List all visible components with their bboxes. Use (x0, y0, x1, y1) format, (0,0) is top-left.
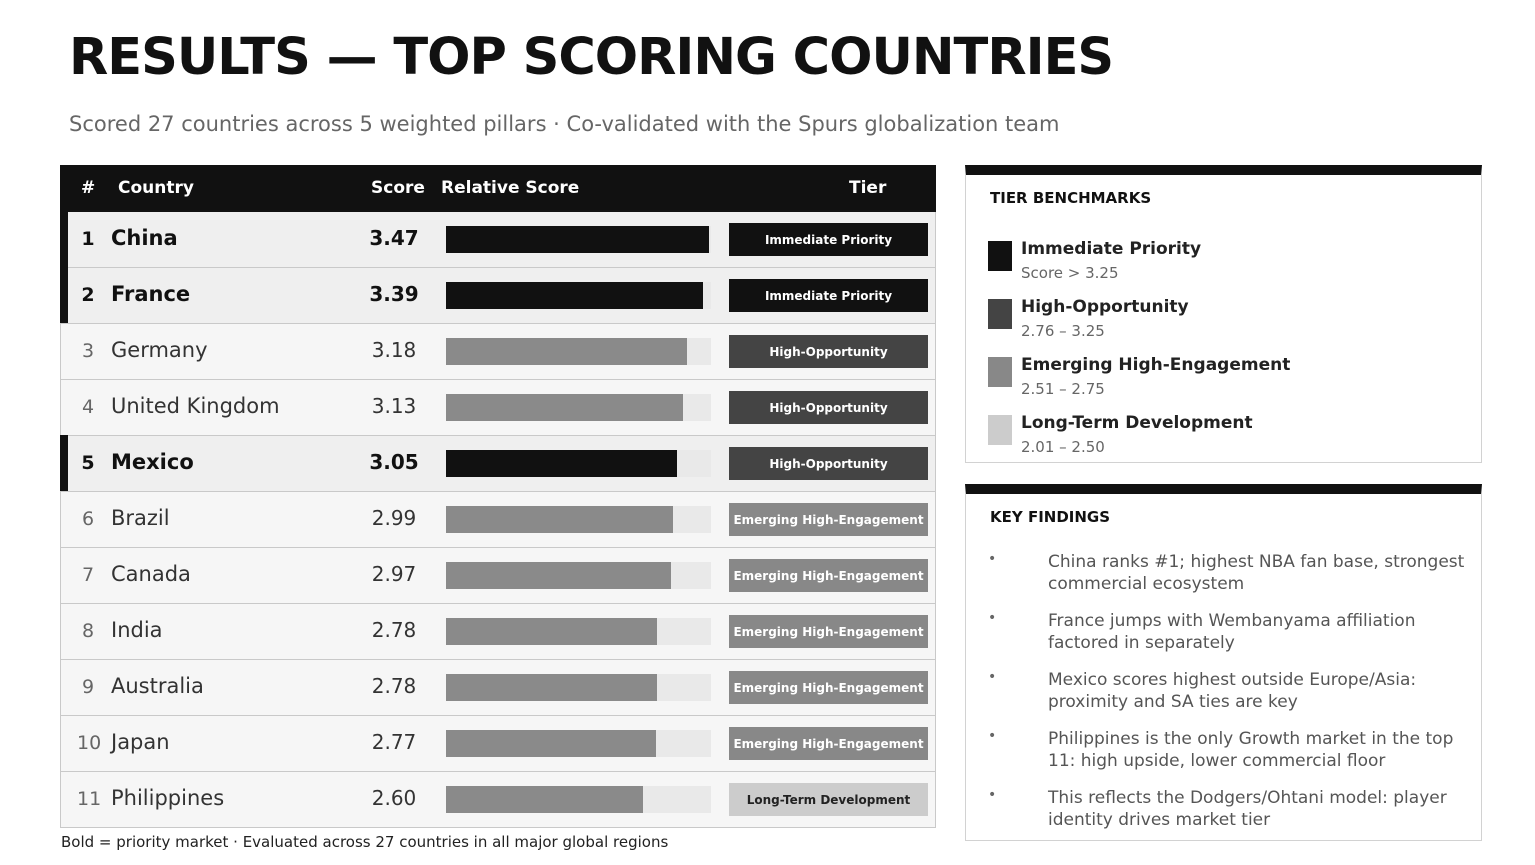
finding-text: Mexico scores highest outside Europe/Asia: proximity and SA ties are key (1048, 670, 1417, 712)
row-country: Canada (111, 562, 191, 586)
table-row (60, 492, 936, 548)
bullet-icon: • (988, 787, 997, 803)
row-score: 2.78 (371, 618, 417, 642)
row-score: 2.77 (371, 730, 417, 754)
table-row (60, 380, 936, 436)
bullet-icon: • (988, 728, 997, 744)
relative-score-bar (446, 506, 673, 533)
relative-score-bar (446, 226, 709, 253)
relative-score-track (446, 618, 711, 645)
row-country: Japan (111, 730, 170, 754)
tier-benchmarks-title: TIER BENCHMARKS (990, 189, 1152, 207)
key-findings-panel (965, 484, 1482, 841)
tier-badge: Emerging High-Engagement (729, 559, 928, 592)
page-title: RESULTS — TOP SCORING COUNTRIES (69, 28, 1114, 87)
row-country: France (111, 282, 191, 306)
row-score: 3.13 (371, 394, 417, 418)
relative-score-bar (446, 618, 657, 645)
tier-range: 2.01 – 2.50 (1021, 438, 1105, 456)
table-header (60, 165, 936, 212)
relative-score-track (446, 562, 711, 589)
relative-score-track (446, 394, 711, 421)
bullet-icon: • (988, 610, 997, 626)
row-rank: 6 (81, 508, 95, 530)
table-row (60, 212, 936, 268)
bullet-icon: • (988, 551, 997, 567)
row-score: 3.18 (371, 338, 417, 362)
row-country: United Kingdom (111, 394, 280, 418)
row-rank: 9 (81, 676, 95, 698)
row-rank: 10 (77, 732, 102, 754)
row-rank: 4 (81, 396, 95, 418)
row-country: Germany (111, 338, 208, 362)
header-rank: # (81, 178, 96, 198)
relative-score-bar (446, 786, 643, 813)
tier-name: Long-Term Development (1021, 413, 1253, 433)
tier-badge: Long-Term Development (729, 783, 928, 816)
row-country: Mexico (111, 450, 194, 474)
table-footnote: Bold = priority market · Evaluated across 27 countries in all major global regions (61, 833, 669, 851)
table-row (60, 772, 936, 828)
row-country: Philippines (111, 786, 225, 810)
header-relative-score: Relative Score (441, 178, 580, 198)
tier-badge: Emerging High-Engagement (729, 727, 928, 760)
relative-score-bar (446, 674, 657, 701)
table-row (60, 660, 936, 716)
row-score: 2.78 (371, 674, 417, 698)
tier-range: 2.76 – 3.25 (1021, 322, 1105, 340)
row-rank: 3 (81, 340, 95, 362)
relative-score-bar (446, 450, 677, 477)
tier-badge: Immediate Priority (729, 279, 928, 312)
table-row (60, 324, 936, 380)
tier-swatch (988, 299, 1012, 329)
row-rank: 7 (81, 564, 95, 586)
finding-text: China ranks #1; highest NBA fan base, strongest commercial ecosystem (1048, 552, 1465, 594)
tier-range: 2.51 – 2.75 (1021, 380, 1105, 398)
row-score: 3.47 (369, 226, 419, 250)
row-score: 3.39 (369, 282, 419, 306)
tier-name: High-Opportunity (1021, 297, 1189, 317)
tier-range: Score > 3.25 (1021, 264, 1119, 282)
page-subtitle: Scored 27 countries across 5 weighted pillars · Co-validated with the Spurs globalization team (69, 112, 1060, 136)
relative-score-track (446, 730, 711, 757)
row-rank: 5 (81, 452, 95, 474)
tier-swatch (988, 357, 1012, 387)
ranking-table (60, 165, 936, 828)
row-rank: 8 (81, 620, 95, 642)
row-rank: 2 (81, 284, 95, 306)
bullet-icon: • (988, 669, 997, 685)
header-tier: Tier (849, 178, 887, 198)
relative-score-track (446, 786, 711, 813)
tier-badge: Emerging High-Engagement (729, 503, 928, 536)
tier-badge: High-Opportunity (729, 391, 928, 424)
tier-swatch (988, 241, 1012, 271)
row-country: China (111, 226, 178, 250)
header-country: Country (118, 178, 194, 198)
relative-score-track (446, 506, 711, 533)
relative-score-bar (446, 338, 687, 365)
relative-score-track (446, 282, 711, 309)
table-row (60, 604, 936, 660)
relative-score-bar (446, 394, 683, 421)
row-score: 2.97 (371, 562, 417, 586)
header-score: Score (371, 178, 425, 198)
relative-score-track (446, 226, 711, 253)
relative-score-track (446, 674, 711, 701)
relative-score-track (446, 338, 711, 365)
finding-text: This reflects the Dodgers/Ohtani model: player identity drives market tier (1048, 788, 1447, 830)
relative-score-bar (446, 562, 671, 589)
row-score: 2.60 (371, 786, 417, 810)
table-row (60, 268, 936, 324)
tier-benchmarks-panel (965, 165, 1482, 463)
tier-name: Immediate Priority (1021, 239, 1202, 259)
table-body (60, 212, 936, 828)
row-country: Brazil (111, 506, 170, 530)
row-score: 3.05 (369, 450, 419, 474)
finding-text: Philippines is the only Growth market in the top 11: high upside, lower commercial floor (1048, 729, 1454, 771)
finding-text: France jumps with Wembanyama affiliation factored in separately (1048, 611, 1416, 653)
relative-score-track (446, 450, 711, 477)
row-country: India (111, 618, 163, 642)
relative-score-bar (446, 730, 656, 757)
tier-badge: Immediate Priority (729, 223, 928, 256)
row-score: 2.99 (371, 506, 417, 530)
tier-badge: High-Opportunity (729, 447, 928, 480)
relative-score-bar (446, 282, 703, 309)
table-row (60, 436, 936, 492)
row-rank: 11 (77, 788, 102, 810)
row-rank: 1 (81, 228, 95, 250)
tier-swatch (988, 415, 1012, 445)
table-row (60, 548, 936, 604)
row-country: Australia (111, 674, 204, 698)
tier-badge: Emerging High-Engagement (729, 615, 928, 648)
tier-badge: Emerging High-Engagement (729, 671, 928, 704)
tier-name: Emerging High-Engagement (1021, 355, 1291, 375)
table-row (60, 716, 936, 772)
key-findings-title: KEY FINDINGS (990, 508, 1111, 526)
tier-badge: High-Opportunity (729, 335, 928, 368)
